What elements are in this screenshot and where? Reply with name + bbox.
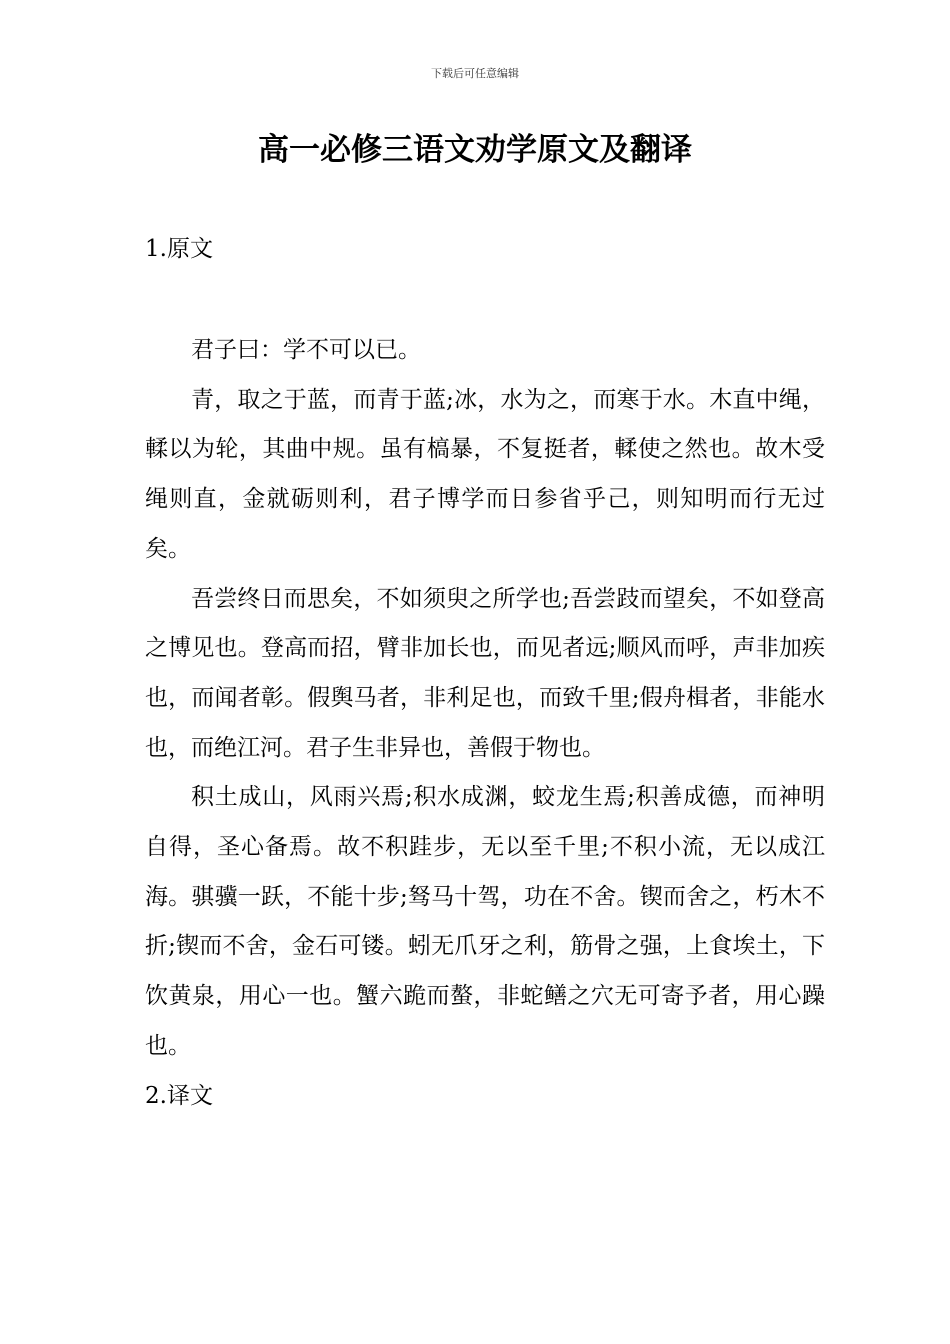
paragraph-3: 吾尝终日而思矣，不如须臾之所学也;吾尝跂而望矣，不如登高之博见也。登高而招，臂非加长也，而见者远;顺风而呼，声非加疾也，而闻者彰。假舆马者，非利足也，而致千里;假舟楫者，非能水也，而绝江河。君子生非异也，善假于物也。 (145, 585, 825, 761)
paragraph-4: 积土成山，风雨兴焉;积水成渊，蛟龙生焉;积善成德，而神明自得，圣心备焉。故不积跬步，无以至千里;不积小流，无以成江海。骐骥一跃，不能十步;驽马十驾，功在不舍。锲而舍之，朽木不折;锲而不舍，金石可镂。蚓无爪牙之利，筋骨之强，上食埃土，下饮黄泉，用心一也。蟹六跪而螯，非蛇鳝之穴无可寄予者，用心躁也。 (145, 784, 825, 1059)
header-note: 下载后可任意编辑 (431, 67, 519, 80)
document-title: 高一必修三语文劝学原文及翻译 (258, 132, 692, 168)
original-text-body (145, 326, 825, 1121)
section-heading-translation: 2.译文 (145, 1082, 213, 1109)
paragraph-1: 君子曰：学不可以已。 (191, 337, 421, 363)
paragraph-2: 青，取之于蓝，而青于蓝;冰，水为之，而寒于水。木直中绳，輮以为轮，其曲中规。虽有槁暴，不复挺者，輮使之然也。故木受绳则直，金就砺则利，君子博学而日参省乎己，则知明而行无过矣。 (145, 386, 825, 562)
section-heading-original: 1.原文 (145, 236, 213, 262)
section-original-heading-block (145, 225, 825, 275)
